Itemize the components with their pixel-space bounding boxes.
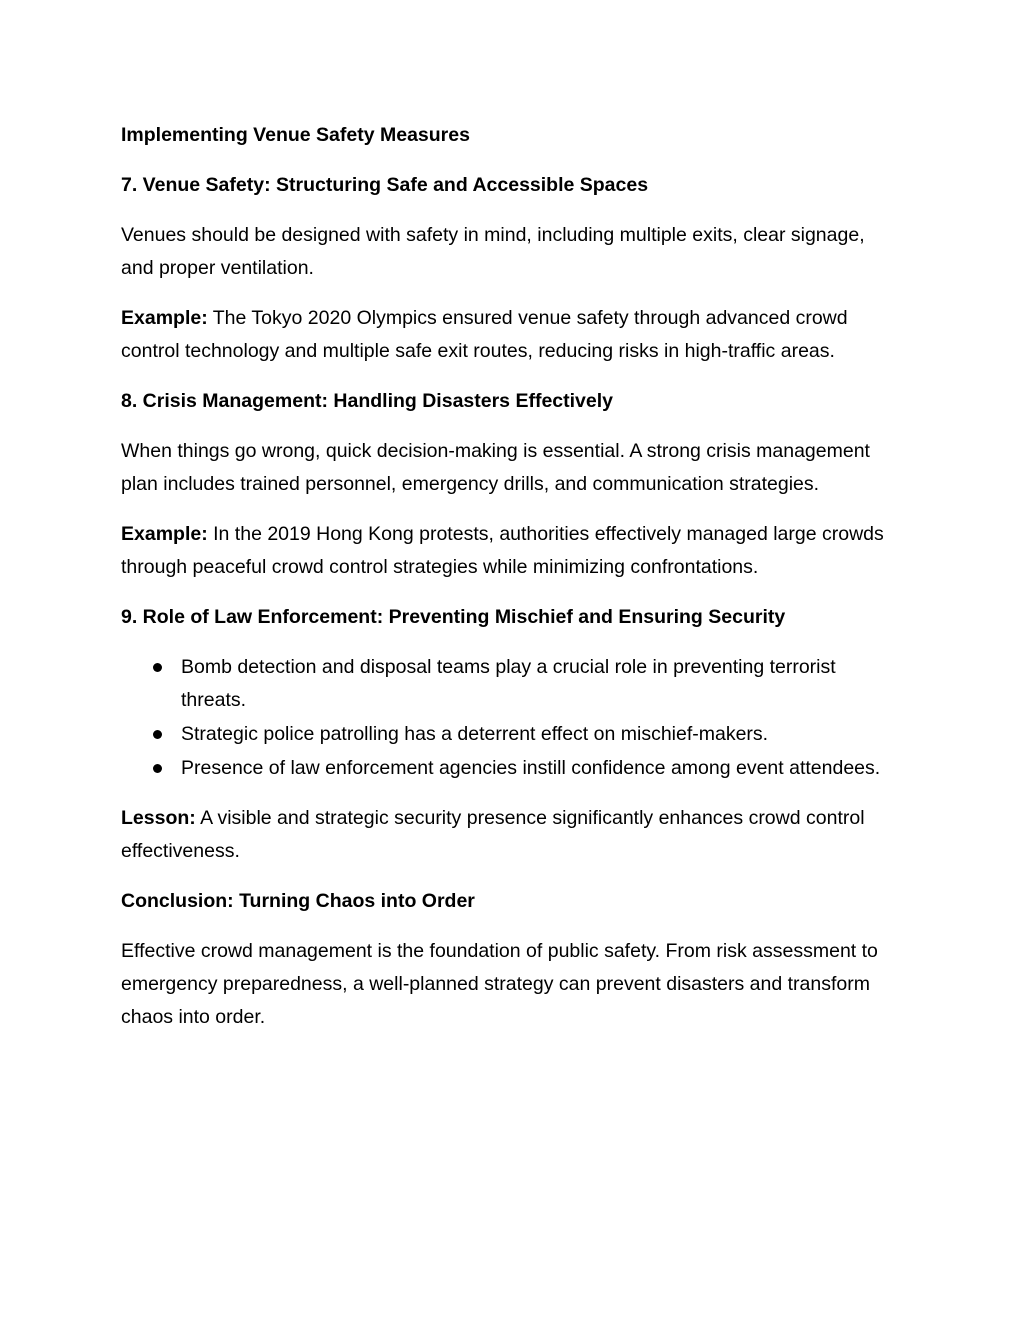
list-item xyxy=(181,752,891,785)
document-page xyxy=(121,119,891,1051)
example-label: Example: xyxy=(121,307,208,329)
bullet-icon xyxy=(153,764,162,773)
example-text: The Tokyo 2020 Olympics ensured venue safety through advanced crowd control technology and multiple safe exit routes, reducing risks in high-traffic areas. xyxy=(121,307,848,362)
law-enforcement-lesson xyxy=(121,802,891,868)
crisis-management-body: When things go wrong, quick decision-making is essential. A strong crisis management plan includes trained personnel, emergency drills, and communication strategies. xyxy=(121,440,870,495)
list-item-text: Presence of law enforcement agencies instill confidence among event attendees. xyxy=(181,757,881,779)
list-item-text: Bomb detection and disposal teams play a crucial role in preventing terrorist threats. xyxy=(181,656,836,711)
bullet-icon xyxy=(153,730,162,739)
list-item-text: Strategic police patrolling has a deterrent effect on mischief-makers. xyxy=(181,723,769,745)
venue-safety-heading: 7. Venue Safety: Structuring Safe and Accessible Spaces xyxy=(121,174,649,196)
law-enforcement-bullet-list xyxy=(121,651,891,785)
conclusion-heading: Conclusion: Turning Chaos into Order xyxy=(121,890,475,912)
section-title: Implementing Venue Safety Measures xyxy=(121,124,470,146)
lesson-text: A visible and strategic security presence significantly enhances crowd control effectiveness. xyxy=(121,807,865,862)
venue-safety-body: Venues should be designed with safety in mind, including multiple exits, clear signage, and proper ventilation. xyxy=(121,224,865,279)
crisis-management-example xyxy=(121,518,891,584)
bullet-icon xyxy=(153,663,162,672)
example-label: Example: xyxy=(121,523,208,545)
lesson-label: Lesson: xyxy=(121,807,196,829)
law-enforcement-heading: 9. Role of Law Enforcement: Preventing Mischief and Ensuring Security xyxy=(121,606,786,628)
list-item xyxy=(181,718,891,751)
conclusion-body: Effective crowd management is the foundation of public safety. From risk assessment to emergency preparedness, a well-planned strategy can prevent disasters and transform chaos into order. xyxy=(121,940,878,1028)
example-text: In the 2019 Hong Kong protests, authorities effectively managed large crowds through peaceful crowd control strategies while minimizing confrontations. xyxy=(121,523,884,578)
venue-safety-example xyxy=(121,302,891,368)
list-item xyxy=(181,651,891,717)
crisis-management-heading: 8. Crisis Management: Handling Disasters Effectively xyxy=(121,390,613,412)
